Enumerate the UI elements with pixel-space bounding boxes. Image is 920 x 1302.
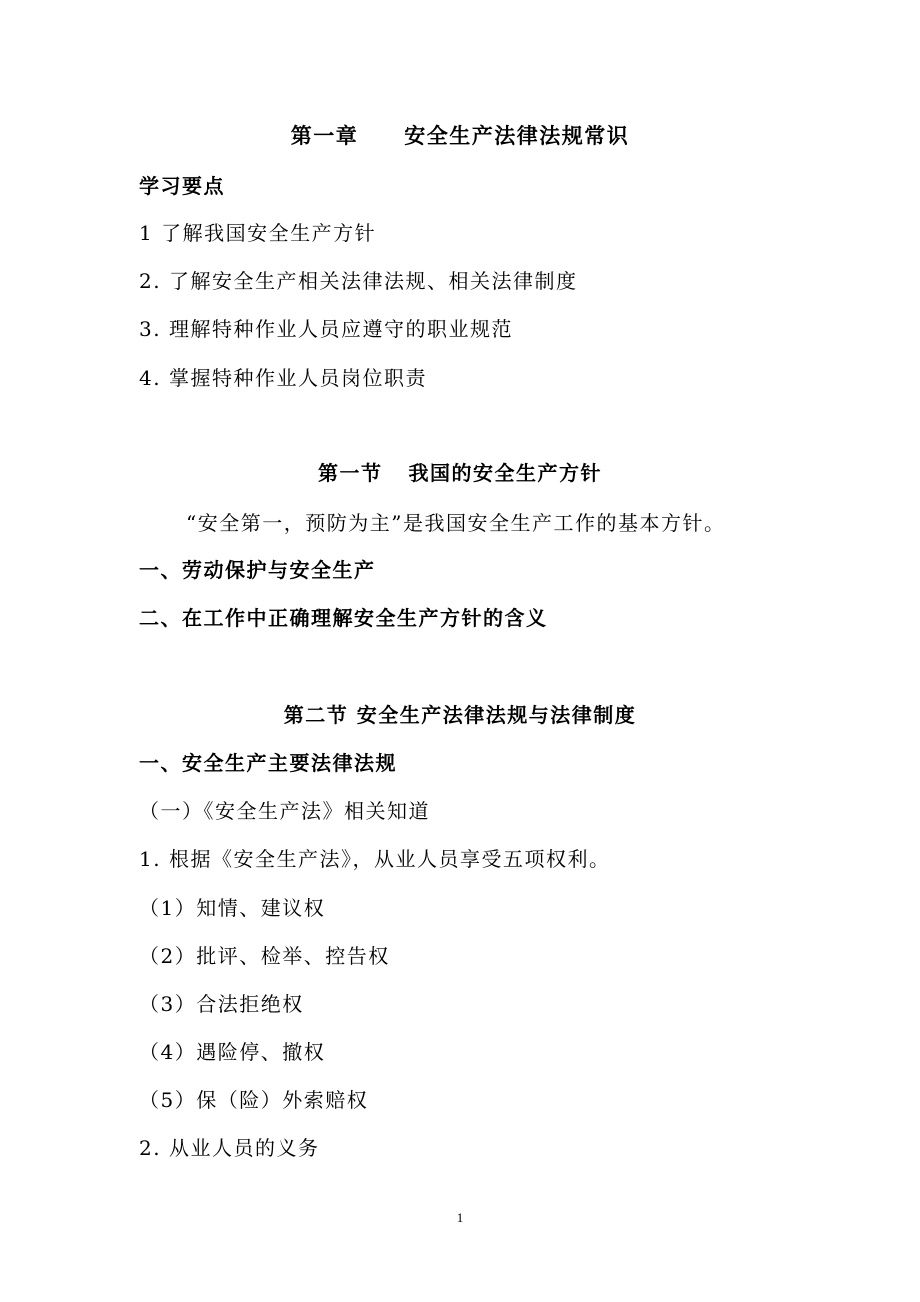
- section1-intro: “安全第一，预防为主”是我国安全生产工作的基本方针。: [186, 511, 726, 535]
- section2-item-2: 1. 根据《安全生产法》，从业人员享受五项权利。: [139, 847, 611, 871]
- section1-heading: [0, 463, 920, 483]
- study-points-heading: 学习要点: [139, 174, 225, 198]
- study-point-3: 3. 理解特种作业人员应遵守的职业规范: [139, 317, 513, 341]
- right-4: （4）遇险停、撤权: [139, 1040, 326, 1064]
- study-point-1: 1 了解我国安全生产方针: [139, 221, 377, 245]
- section2-heading: 第二节 安全生产法律法规与法律制度: [283, 703, 637, 727]
- section2-item-3: 2. 从业人员的义务: [139, 1136, 320, 1160]
- page-number: 1: [456, 1210, 464, 1225]
- study-point-2: 2. 了解安全生产相关法律法规、相关法律制度: [139, 269, 578, 293]
- chapter-heading: [0, 126, 920, 147]
- section1-subheading-1: 一、劳动保护与安全生产: [139, 558, 376, 582]
- section1-title: 我国的安全生产方针: [408, 461, 602, 485]
- section1-label: 第一节: [318, 461, 383, 485]
- section2-subheading: 一、安全生产主要法律法规: [139, 751, 397, 775]
- right-1: （1）知情、建议权: [139, 896, 326, 920]
- section1-subheading-2: 二、在工作中正确理解安全生产方针的含义: [139, 606, 548, 630]
- section2-item-1: （一）《安全生产法》相关知道: [139, 799, 430, 823]
- chapter-label: 第一章: [290, 124, 359, 148]
- study-point-4: 4. 掌握特种作业人员岗位职责: [139, 366, 427, 390]
- right-2: （2）批评、检举、控告权: [139, 944, 390, 968]
- right-3: （3）合法拒绝权: [139, 992, 304, 1016]
- chapter-title: 安全生产法律法规常识: [404, 124, 630, 148]
- right-5: （5）保（险）外索赔权: [139, 1088, 369, 1112]
